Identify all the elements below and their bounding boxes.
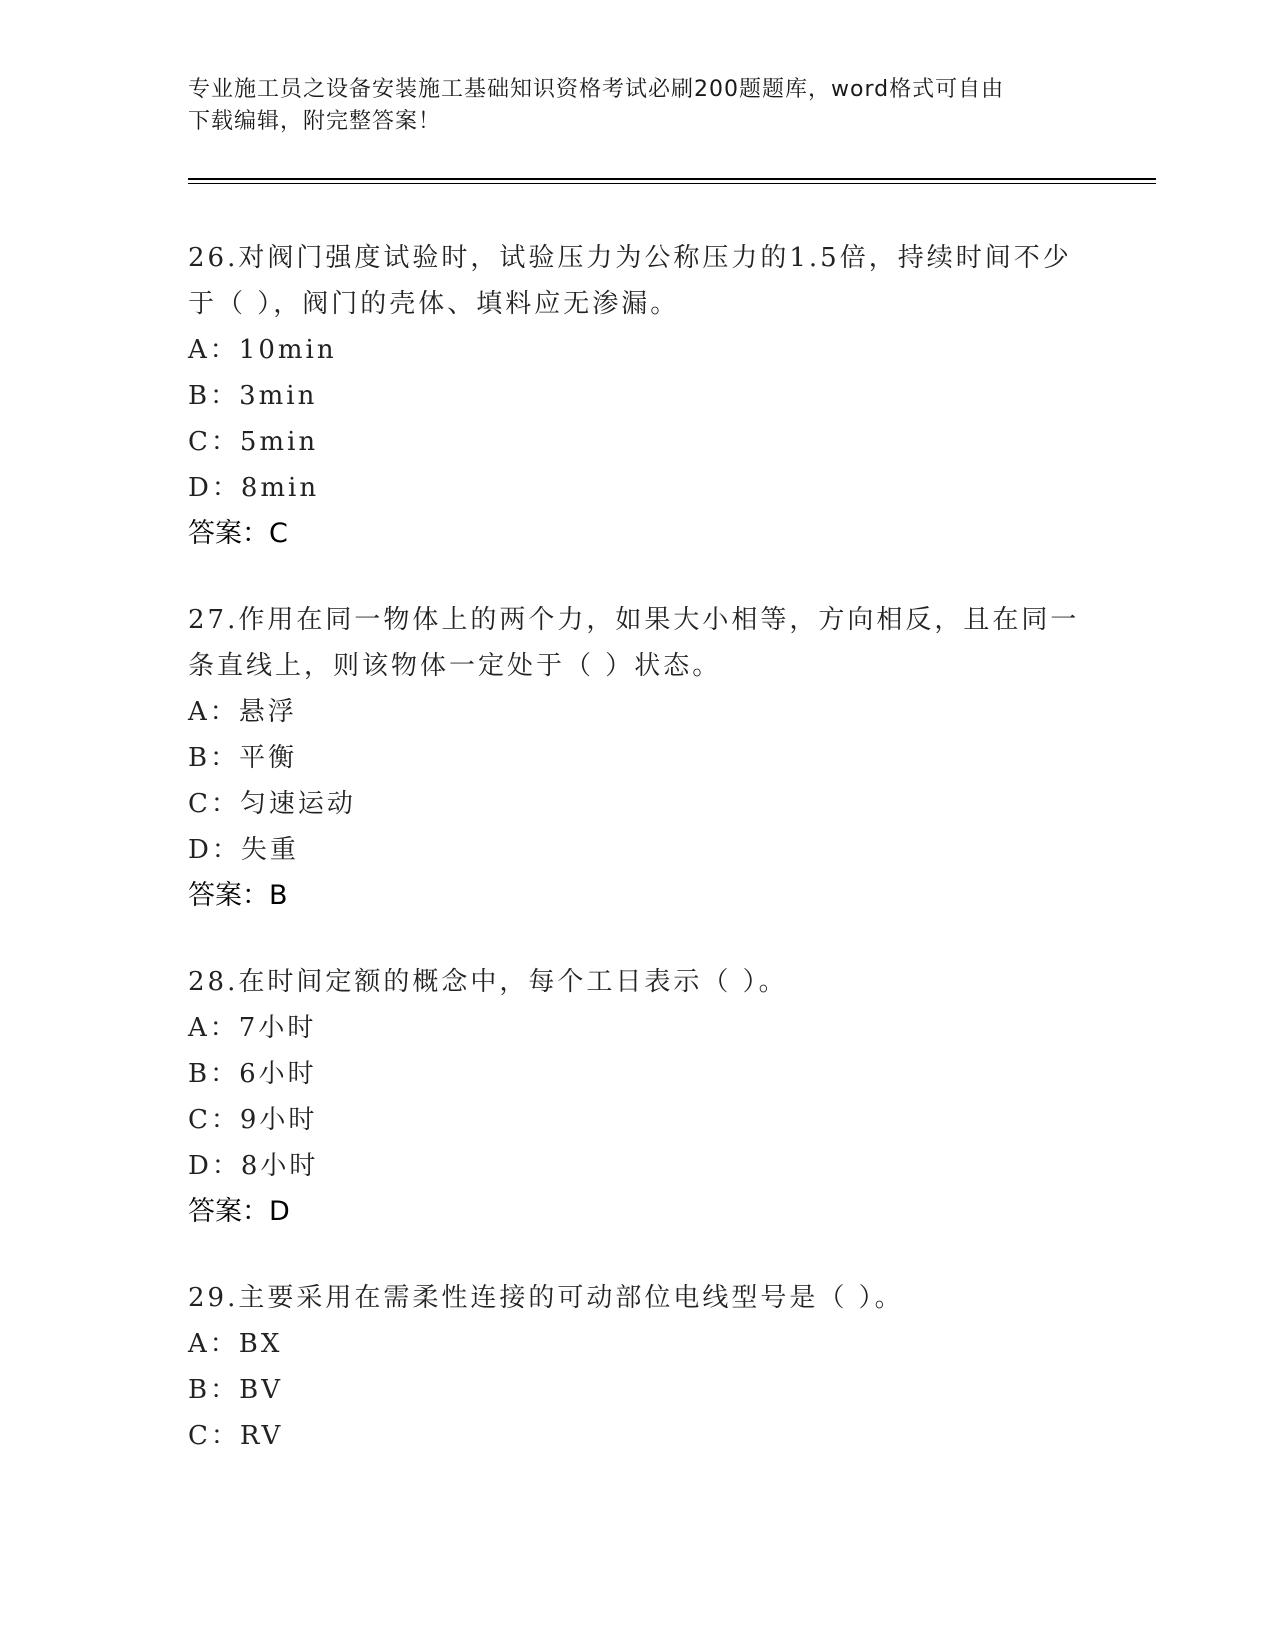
question-list (188, 235, 1088, 1499)
option-d: D：8min (188, 473, 320, 503)
question-text-line-2: 于（ ），阀门的壳体、填料应无渗漏。 (188, 289, 680, 319)
answer-line: 答案：B (188, 880, 288, 911)
question-text-line-1: 28.在时间定额的概念中，每个工日表示（ ）。 (188, 967, 788, 997)
option-c: C：9小时 (188, 1105, 318, 1135)
header-title-line-2: 下载编辑，附完整答案！ (188, 109, 442, 134)
option-b: B：3min (188, 381, 318, 411)
question-27 (188, 597, 1088, 919)
option-a: A：BX (188, 1329, 283, 1359)
document-header (188, 74, 1088, 138)
question-26 (188, 235, 1088, 557)
option-c: C：RV (188, 1421, 284, 1451)
header-divider-thin (188, 183, 1156, 184)
option-d: D：8小时 (188, 1151, 319, 1181)
question-29 (188, 1275, 1088, 1459)
option-a: A：7小时 (188, 1013, 317, 1043)
question-text-line-2: 条直线上，则该物体一定处于（ ）状态。 (188, 651, 722, 681)
option-c: C：匀速运动 (188, 789, 356, 819)
header-divider-thick (188, 178, 1156, 180)
option-c: C：5min (188, 427, 319, 457)
header-title-line-1: 专业施工员之设备安装施工基础知识资格考试必刷200题题库，word格式可自由 (188, 77, 1005, 102)
answer-line: 答案：C (188, 518, 288, 549)
option-b: B：BV (188, 1375, 283, 1405)
option-b: B：平衡 (188, 743, 298, 773)
option-a: A：10min (188, 335, 337, 365)
question-text-line-1: 26.对阀门强度试验时，试验压力为公称压力的1.5倍，持续时间不少 (188, 243, 1072, 273)
question-text-line-1: 29.主要采用在需柔性连接的可动部位电线型号是（ ）。 (188, 1283, 904, 1313)
option-a: A：悬浮 (188, 697, 297, 727)
question-text-line-1: 27.作用在同一物体上的两个力，如果大小相等，方向相反，且在同一 (188, 605, 1080, 635)
option-d: D：失重 (188, 835, 299, 865)
option-b: B：6小时 (188, 1059, 317, 1089)
question-28 (188, 959, 1088, 1235)
answer-line: 答案：D (188, 1196, 290, 1227)
